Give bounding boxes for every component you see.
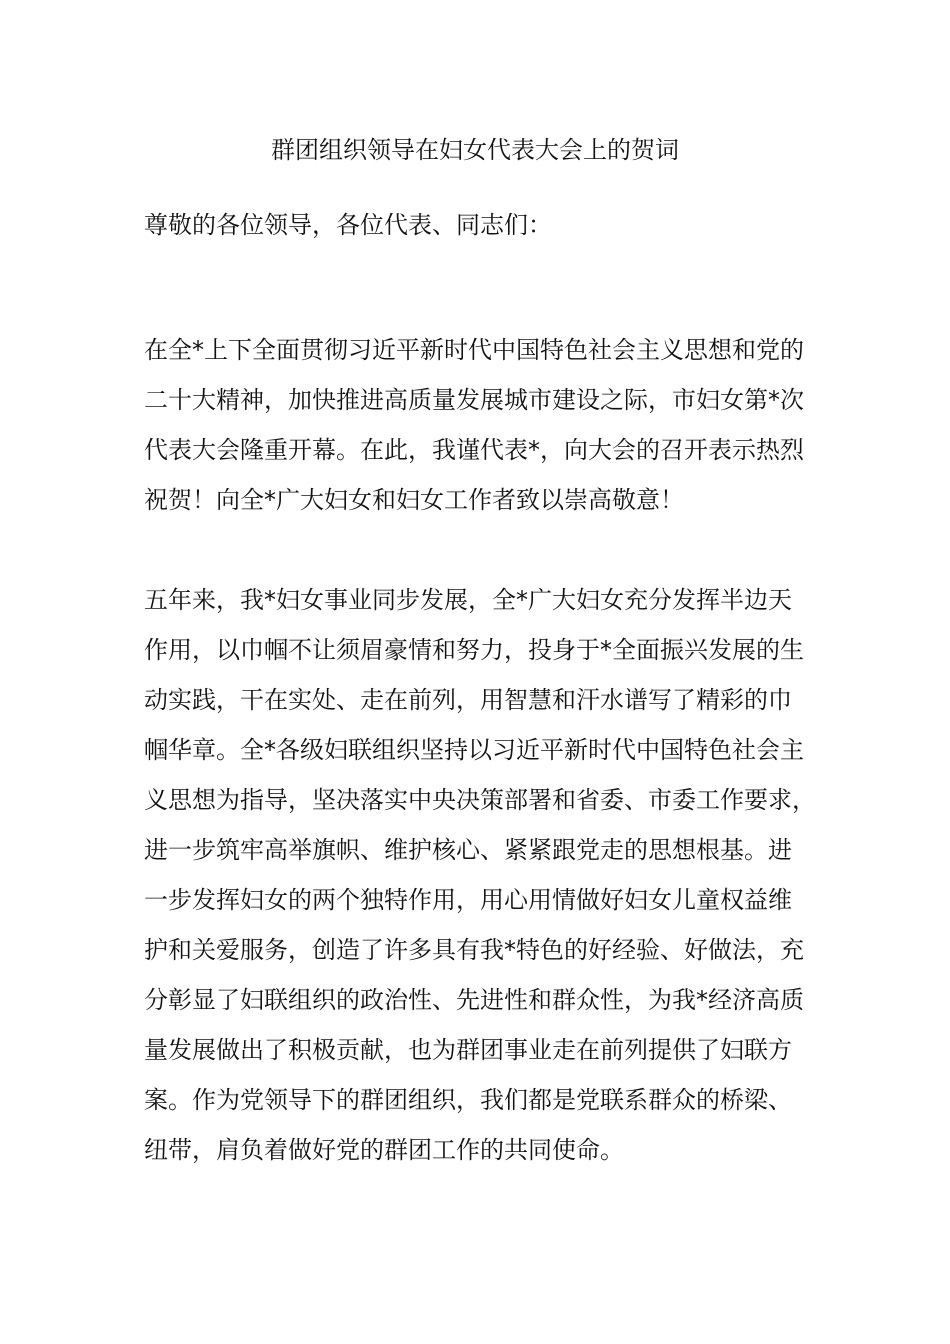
paragraph-line: 祝贺！向全*广大妇女和妇女工作者致以崇高敬意！ [144,486,684,514]
paragraph-line: 义思想为指导，坚决落实中央决策部署和省委、市委工作要求， [144,786,816,814]
paragraph-line: 帼华章。全*各级妇联组织坚持以习近平新时代中国特色社会主 [144,736,804,764]
paragraph-line: 案。作为党领导下的群团组织，我们都是党联系群众的桥梁、 [144,1086,792,1114]
paragraph-line: 分彰显了妇联组织的政治性、先进性和群众性，为我*经济高质 [144,986,804,1014]
paragraph-line: 代表大会隆重开幕。在此，我谨代表*，向大会的召开表示热烈 [144,436,804,464]
paragraph-opening [144,325,824,525]
paragraph-line: 动实践，干在实处、走在前列，用智慧和汗水谱写了精彩的巾 [144,686,792,714]
paragraph-achievements [144,575,824,1175]
paragraph-line: 五年来，我*妇女事业同步发展，全*广大妇女充分发挥半边天 [144,586,792,614]
paragraph-line: 作用，以巾帼不让须眉豪情和努力，投身于*全面振兴发展的生 [144,636,804,664]
paragraph-line: 一步发挥妇女的两个独特作用，用心用情做好妇女儿童权益维 [144,886,792,914]
paragraph-line: 二十大精神，加快推进高质量发展城市建设之际，市妇女第*次 [144,386,804,414]
paragraph-line: 护和关爱服务，创造了许多具有我*特色的好经验、好做法，充 [144,936,804,964]
paragraph-line: 量发展做出了积极贡献，也为群团事业走在前列提供了妇联方 [144,1036,792,1064]
salutation: 尊敬的各位领导，各位代表、同志们： [144,211,552,239]
paragraph-line: 在全*上下全面贯彻习近平新时代中国特色社会主义思想和党的 [144,336,804,364]
paragraph-line: 纽带，肩负着做好党的群团工作的共同使命。 [144,1136,624,1164]
paragraph-line: 进一步筑牢高举旗帜、维护核心、紧紧跟党走的思想根基。进 [144,836,792,864]
document-title: 群团组织领导在妇女代表大会上的贺词 [271,136,679,164]
